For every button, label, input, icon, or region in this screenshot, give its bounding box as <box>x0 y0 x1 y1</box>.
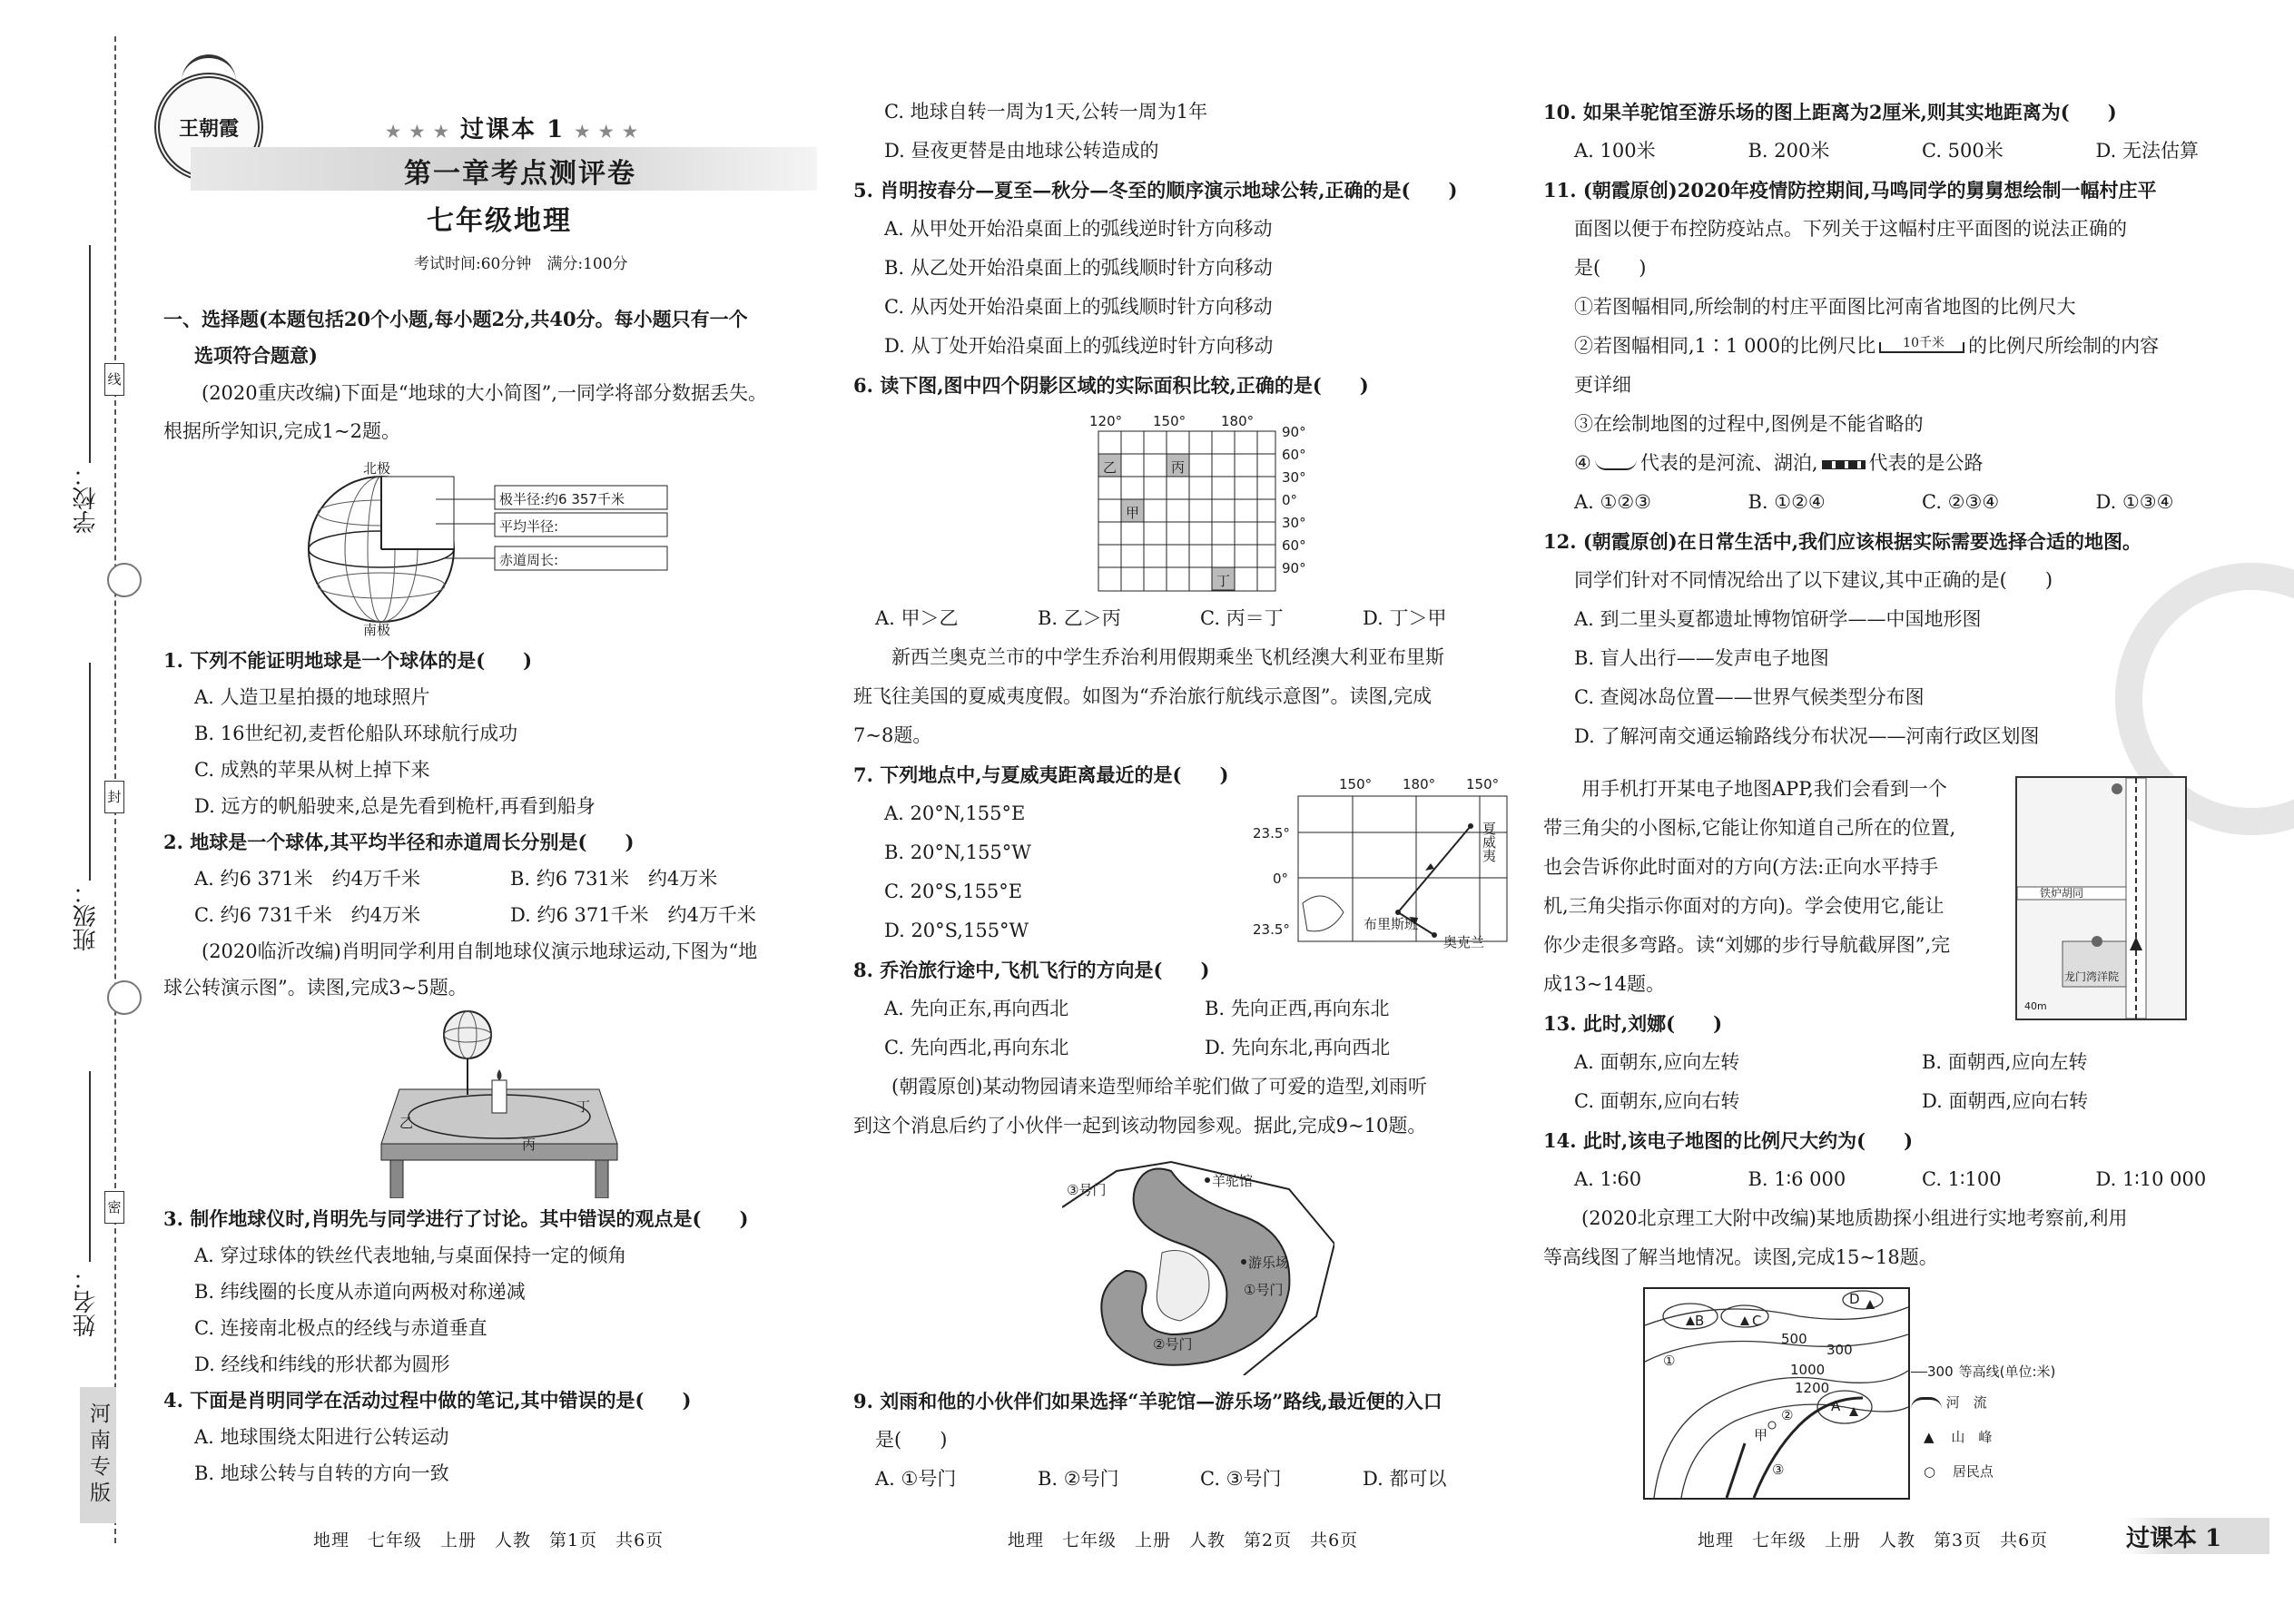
q5-option-c[interactable]: C. 从丙处开始沿桌面上的弧线顺时针方向移动 <box>884 296 1273 318</box>
school-label: 学校： <box>73 463 100 534</box>
contour-value: 1200 <box>1795 1380 1830 1396</box>
legend-river: 河 流 <box>1911 1393 2092 1427</box>
intro-text: 成13~14题。 <box>1543 973 1666 995</box>
q6-option-c[interactable]: C. 丙＝丁 <box>1200 607 1284 629</box>
route-lon-label: 180° <box>1403 776 1436 792</box>
point-jia: 甲 <box>1754 1427 1768 1443</box>
binding-hole-icon <box>107 980 142 1015</box>
q12-option-c[interactable]: C. 查阅冰岛位置——世界气候类型分布图 <box>1574 686 1925 708</box>
question-9-cont: 是( ) <box>875 1429 948 1451</box>
question-12: 12. (朝霞原创)在日常生活中,我们应该根据实际需要选择合适的地图。 <box>1543 530 2142 553</box>
q14-option-b[interactable]: B. 1∶6 000 <box>1748 1168 1846 1190</box>
exam-subtitle: 七年级地理 <box>427 205 572 237</box>
section-heading-cont: 选项符合题意) <box>194 344 318 367</box>
q11-statement-4: ④ 代表的是河流、湖泊, 代表的是公路 <box>1574 452 1984 474</box>
earth-diagram <box>300 458 826 640</box>
intro-text: (2020重庆改编)下面是“地球的大小简图”,一同学将部分数据丢失。 <box>202 382 767 404</box>
alpaca-house-label: 羊驼馆 <box>1212 1173 1254 1189</box>
q13-option-c[interactable]: C. 面朝东,应向右转 <box>1574 1090 1740 1112</box>
q2-option-b[interactable]: B. 约6 731米 约4万米 <box>510 868 718 890</box>
intro-text: 也会告诉你此时面对的方向(方法:正向水平持手 <box>1543 856 1939 878</box>
q7-option-c[interactable]: C. 20°S,155°E <box>884 881 1023 902</box>
class-label: 班级： <box>73 881 100 951</box>
intro-text: 你少走很多弯路。读“刘娜的步行导航截屏图”,完 <box>1543 934 1951 956</box>
auckland-label: 奥克兰 <box>1443 934 1485 950</box>
question-11-cont: 是( ) <box>1574 257 1647 279</box>
q1-option-c[interactable]: C. 成熟的苹果从树上掉下来 <box>194 759 430 781</box>
peak-A: A <box>1831 1398 1841 1414</box>
intro-text: 机,三角尖指示你面对的方向)。学会使用它,能让 <box>1543 895 1944 917</box>
question-13: 13. 此时,刘娜( ) <box>1543 1012 1723 1035</box>
route-2: ② <box>1781 1407 1794 1423</box>
q8-option-d[interactable]: D. 先向东北,再向西北 <box>1205 1037 1391 1058</box>
q12-option-a[interactable]: A. 到二里头夏都遗址博物馆研学——中国地形图 <box>1574 608 1982 630</box>
question-8: 8. 乔治旅行途中,飞机飞行的方向是( ) <box>853 959 1210 981</box>
seal-mark-secret: 密 <box>104 1191 124 1224</box>
q10-option-a[interactable]: A. 100米 <box>1574 140 1656 162</box>
gate-2-label: ②号门 <box>1153 1336 1193 1353</box>
lon-label: 120° <box>1089 413 1123 429</box>
river-symbol-icon <box>1595 459 1637 470</box>
playground-label: 游乐场 <box>1248 1255 1290 1271</box>
south-pole-label: 南极 <box>363 622 391 638</box>
question-11-cont: 面图以便于布控防疫站点。下列关于这幅村庄平面图的说法正确的 <box>1574 218 2127 240</box>
intro-text: 球公转演示图”。读图,完成3~5题。 <box>163 977 468 999</box>
equator-length-label: 赤道周长: <box>499 552 559 568</box>
q4-option-b[interactable]: B. 地球公转与自转的方向一致 <box>194 1462 449 1484</box>
contour-value: 300 <box>1826 1342 1853 1358</box>
intro-text: 新西兰奥克兰市的中学生乔治利用假期乘坐飞机经澳大利亚布里斯 <box>891 646 1444 668</box>
q8-option-b[interactable]: B. 先向正西,再向东北 <box>1205 998 1390 1019</box>
q6-option-a[interactable]: A. 甲＞乙 <box>875 607 959 629</box>
q3-option-d[interactable]: D. 经线和纬线的形状都为圆形 <box>194 1353 450 1375</box>
q8-option-a[interactable]: A. 先向正东,再向西北 <box>884 998 1069 1019</box>
q5-option-a[interactable]: A. 从甲处开始沿桌面上的弧线逆时针方向移动 <box>884 218 1273 240</box>
q14-option-c[interactable]: C. 1∶100 <box>1922 1168 2002 1190</box>
logo-text: 王朝霞 <box>178 116 239 141</box>
q1-option-a[interactable]: A. 人造卫星拍摄的地球照片 <box>194 686 430 708</box>
question-5: 5. 肖明按春分—夏至—秋分—冬至的顺序演示地球公转,正确的是( ) <box>853 179 1458 202</box>
orbit-label-yi: 乙 <box>399 1115 414 1131</box>
q7-option-a[interactable]: A. 20°N,155°E <box>884 802 1026 824</box>
intro-text: 用手机打开某电子地图APP,我们会看到一个 <box>1581 778 1947 800</box>
q11-statement-2: ②若图幅相同,1∶1 000的比例尺比 10千米 的比例尺所绘制的内容 <box>1574 335 2160 357</box>
contour-value: 1000 <box>1790 1362 1826 1378</box>
q5-option-d[interactable]: D. 从丁处开始沿桌面上的弧线逆时针方向移动 <box>884 335 1274 357</box>
page-footer: 地理 七年级 上册 人教 第1页 共6页 <box>313 1530 665 1550</box>
intro-text: 根据所学知识,完成1~2题。 <box>163 420 400 442</box>
q11-statement-2-cont: 更详细 <box>1574 374 1631 396</box>
gate-1-label: ①号门 <box>1244 1282 1284 1298</box>
route-lat-label: 23.5° <box>1253 921 1290 938</box>
peak-icon: ▲ <box>1924 1429 1935 1445</box>
q14-option-d[interactable]: D. 1∶10 000 <box>2095 1168 2207 1190</box>
q5-option-b[interactable]: B. 从乙处开始沿桌面上的弧线顺时针方向移动 <box>884 257 1273 279</box>
peak-D: D <box>1849 1291 1860 1307</box>
question-10: 10. 如果羊驼馆至游乐场的图上距离为2厘米,则其实地距离为( ) <box>1543 101 2117 123</box>
intro-text: 带三角尖的小图标,它能让你知道自己所在的位置, <box>1543 817 1956 839</box>
mean-radius-label: 平均半径: <box>499 518 559 535</box>
province-badge: 河南专版 <box>80 1387 116 1523</box>
class-input[interactable] <box>89 663 91 881</box>
name-label: 姓名： <box>73 1266 100 1337</box>
exam-title: 第一章考点测评卷 <box>404 158 636 190</box>
question-2: 2. 地球是一个球体,其平均半径和赤道周长分别是( ) <box>163 831 635 853</box>
route-lat-label: 0° <box>1273 871 1289 887</box>
lat-label: 30° <box>1282 515 1306 531</box>
polar-radius-label: 极半径:约6 357千米 <box>499 491 625 507</box>
lat-label: 60° <box>1282 537 1306 554</box>
q11-option-a[interactable]: A. ①②③ <box>1574 491 1651 513</box>
q4-option-c[interactable]: C. 地球自转一周为1天,公转一周为1年 <box>884 101 1208 123</box>
lat-label: 60° <box>1282 447 1306 463</box>
q1-option-b[interactable]: B. 16世纪初,麦哲伦船队环球航行成功 <box>194 723 518 744</box>
flight-route-figure <box>1253 776 1525 958</box>
q13-option-d[interactable]: D. 面朝西,应向右转 <box>1922 1090 2089 1112</box>
q10-option-b[interactable]: B. 200米 <box>1748 140 1830 162</box>
q7-option-b[interactable]: B. 20°N,155°W <box>884 842 1031 863</box>
q10-option-d[interactable]: D. 无法估算 <box>2095 140 2199 162</box>
question-12-cont: 同学们针对不同情况给出了以下建议,其中正确的是( ) <box>1574 569 2053 591</box>
q11-option-d[interactable]: D. ①③④ <box>2095 491 2174 513</box>
q4-option-a[interactable]: A. 地球围绕太阳进行公转运动 <box>194 1426 449 1448</box>
question-4: 4. 下面是肖明同学在活动过程中做的笔记,其中错误的是( ) <box>163 1389 692 1412</box>
section-heading: 一、选择题(本题包括20个小题,每小题2分,共40分。每小题只有一个 <box>163 308 748 330</box>
exam-info: 考试时间:60分钟 满分:100分 <box>414 255 628 273</box>
q9-option-d[interactable]: D. 都可以 <box>1363 1468 1447 1490</box>
q14-option-a[interactable]: A. 1∶60 <box>1574 1168 1642 1190</box>
legend-village: ○ 居民点 <box>1911 1462 2092 1492</box>
question-9: 9. 刘雨和他的小伙伴们如果选择“羊驼馆—游乐场”路线,最近便的入口 <box>853 1390 1442 1412</box>
lon-label: 180° <box>1221 413 1255 429</box>
question-3: 3. 制作地球仪时,肖明先与同学进行了讨论。其中错误的观点是( ) <box>163 1207 749 1230</box>
intro-text: (2020北京理工大附中改编)某地质勘探小组进行实地考察前,利用 <box>1581 1207 2128 1229</box>
route-lon-label: 150° <box>1339 776 1373 792</box>
series-title: ★ ★ ★ 过课本 1 ★ ★ ★ <box>386 116 640 143</box>
q13-option-a[interactable]: A. 面朝东,应向左转 <box>1574 1051 1740 1073</box>
q9-option-b[interactable]: B. ②号门 <box>1038 1468 1119 1490</box>
route-3: ③ <box>1772 1462 1785 1478</box>
route-lon-label: 150° <box>1466 776 1500 792</box>
region-ding: 丁 <box>1216 573 1231 589</box>
scale-bar-icon: 10千米 <box>1879 342 1964 353</box>
binding-hole-icon <box>107 563 142 597</box>
north-pole-label: 北极 <box>363 460 391 477</box>
question-7: 7. 下列地点中,与夏威夷距离最近的是( ) <box>853 763 1229 786</box>
lat-label: 90° <box>1282 560 1306 576</box>
hawaii-label: 夏威夷 <box>1481 822 1497 862</box>
lat-label: 30° <box>1282 469 1306 486</box>
q9-option-a[interactable]: A. ①号门 <box>875 1468 957 1490</box>
q8-option-c[interactable]: C. 先向西北,再向东北 <box>884 1037 1069 1058</box>
village-icon: ○ <box>1924 1463 1936 1480</box>
orbit-demo-figure <box>363 1008 635 1198</box>
question-11: 11. (朝霞原创)2020年疫情防控期间,马鸣同学的舅舅想绘制一幅村庄平 <box>1543 179 2157 202</box>
q13-option-b[interactable]: B. 面朝西,应向左转 <box>1922 1051 2088 1073</box>
intro-text: (朝霞原创)某动物园请来造型师给羊驼们做了可爱的造型,刘雨听 <box>891 1076 1428 1097</box>
intro-text: (2020临沂改编)肖明同学利用自制地球仪演示地球运动,下图为“地 <box>202 940 758 962</box>
route-1: ① <box>1663 1353 1676 1369</box>
nav-scale: 40m <box>2024 1000 2047 1012</box>
q6-option-d[interactable]: D. 丁＞甲 <box>1363 607 1447 629</box>
intro-text: 7~8题。 <box>853 724 932 746</box>
binding-sidebar <box>0 0 136 1624</box>
q6-option-b[interactable]: B. 乙＞丙 <box>1038 607 1121 629</box>
lat-label: 0° <box>1282 492 1298 508</box>
school-input[interactable] <box>89 245 91 463</box>
q3-option-c[interactable]: C. 连接南北极点的经线与赤道垂直 <box>194 1317 487 1339</box>
q3-option-a[interactable]: A. 穿过球体的铁丝代表地轴,与桌面保持一定的倾角 <box>194 1245 627 1266</box>
legend-contour: 300 等高线(单位:米) <box>1911 1362 2092 1393</box>
page-1 <box>154 0 826 1624</box>
road-symbol-icon <box>1822 460 1866 469</box>
crown-icon <box>182 54 236 85</box>
brisbane-label: 布里斯班 <box>1364 916 1419 932</box>
q4-option-d[interactable]: D. 昼夜更替是由地球公转造成的 <box>884 140 1159 162</box>
seal-mark-line: 线 <box>104 363 124 396</box>
q11-option-b[interactable]: B. ①②④ <box>1748 491 1826 513</box>
contour-legend <box>1911 1362 2092 1498</box>
contour-map-figure <box>1643 1287 1910 1500</box>
q2-option-d[interactable]: D. 约6 371千米 约4万千米 <box>510 904 756 926</box>
q12-option-b[interactable]: B. 盲人出行——发声电子地图 <box>1574 647 1829 669</box>
q11-statement-1: ①若图幅相同,所绘制的村庄平面图比河南省地图的比例尺大 <box>1574 296 2076 318</box>
q2-option-a[interactable]: A. 约6 371米 约4万千米 <box>194 868 420 890</box>
region-yi: 乙 <box>1103 459 1117 476</box>
question-1: 1. 下列不能证明地球是一个球体的是( ) <box>163 649 533 672</box>
q3-option-b[interactable]: B. 纬线圈的长度从赤道向两极对称递减 <box>194 1281 526 1303</box>
q9-option-c[interactable]: C. ③号门 <box>1200 1468 1282 1490</box>
region-jia: 甲 <box>1126 505 1140 521</box>
region-bing: 丙 <box>1171 459 1186 476</box>
q1-option-d[interactable]: D. 远方的帆船驶来,总是先看到桅杆,再看到船身 <box>194 795 596 817</box>
q10-option-c[interactable]: C. 500米 <box>1922 140 2004 162</box>
river-icon <box>1911 1397 1942 1409</box>
page-footer: 地理 七年级 上册 人教 第3页 共6页 <box>1698 1530 2049 1550</box>
gate-3-label: ③号门 <box>1067 1182 1107 1198</box>
orbit-label-bing: 丙 <box>522 1137 537 1153</box>
contour-value: 500 <box>1781 1331 1807 1347</box>
q11-option-c[interactable]: C. ②③④ <box>1922 491 2000 513</box>
q11-statement-3: ③在绘制地图的过程中,图例是不能省略的 <box>1574 413 1924 435</box>
page-3 <box>1543 0 2269 1624</box>
latlon-grid-figure <box>1080 413 1334 595</box>
q2-option-c[interactable]: C. 约6 731千米 约4万米 <box>194 904 421 926</box>
intro-text: 班飞往美国的夏威夷度假。如图为“乔治旅行航线示意图”。读图,完成 <box>853 685 1433 707</box>
q7-option-d[interactable]: D. 20°S,155°W <box>884 920 1029 941</box>
question-14: 14. 此时,该电子地图的比例尺大约为( ) <box>1543 1129 1914 1152</box>
seal-mark-seal: 封 <box>104 781 124 813</box>
brand-footer: 过课本 1 <box>2126 1525 2222 1552</box>
name-input[interactable] <box>89 1071 91 1262</box>
question-6: 6. 读下图,图中四个阴影区域的实际面积比较,正确的是( ) <box>853 374 1369 397</box>
zoo-map-figure <box>1062 1153 1334 1375</box>
intro-text: 到这个消息后约了小伙伴一起到该动物园参观。据此,完成9~10题。 <box>853 1115 1427 1137</box>
orbit-label-ding: 丁 <box>576 1098 591 1115</box>
legend-peak: ▲ 山 峰 <box>1911 1427 2092 1462</box>
nav-label-street: 铁炉胡同 <box>2040 887 2084 900</box>
intro-text: 等高线图了解当地情况。读图,完成15~18题。 <box>1543 1246 1938 1268</box>
peak-C: C <box>1752 1313 1762 1329</box>
nav-label-destination: 龙门湾洋院 <box>2064 970 2120 983</box>
route-lat-label: 23.5° <box>1253 825 1290 842</box>
peak-B: B <box>1695 1313 1705 1329</box>
lon-label: 150° <box>1153 413 1186 429</box>
nav-screenshot-figure <box>2015 776 2187 1020</box>
lat-label: 90° <box>1282 424 1306 440</box>
earth-size-figure <box>300 458 826 640</box>
page-2 <box>853 0 1525 1624</box>
page-footer: 地理 七年级 上册 人教 第2页 共6页 <box>1008 1530 1359 1550</box>
q12-option-d[interactable]: D. 了解河南交通运输路线分布状况——河南行政区划图 <box>1574 725 2040 747</box>
